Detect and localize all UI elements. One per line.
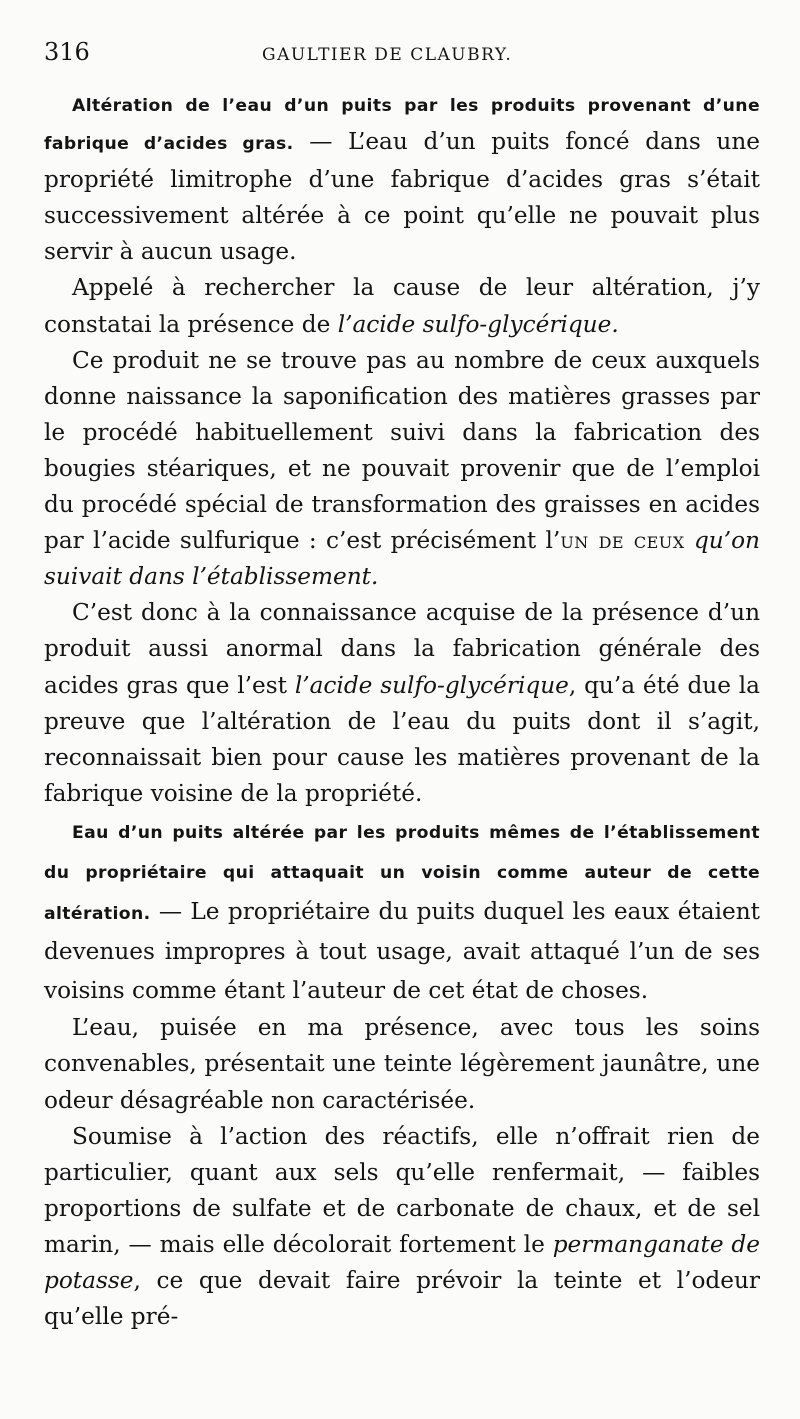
italic-term: permanganate de potasse — [44, 1230, 760, 1295]
space-text — [685, 527, 694, 554]
italic-term: qu’on suivait dans l’établissement. — [44, 527, 760, 591]
paragraph-text: , qu’a été due la preuve que l’altération de l’eau du puits dont il s’agit, reconnaissait bien pour cause les matières provenant de la fabrique voisine de la propriété. — [44, 671, 760, 807]
paragraph — [44, 1010, 760, 1118]
paragraph-text: — Le propriétaire du puits duquel les eaux étaient devenues impropres à tout usage, avait attaqué l’un de ses voisins comme étant l’auteur de cet état de choses. — [44, 897, 760, 1004]
italic-term: l’acide sulfo-glycérique — [294, 671, 569, 699]
section-paragraph-well-owner — [44, 812, 760, 1011]
paragraph — [44, 595, 760, 812]
paragraph-text: , ce que devait faire prévoir la teinte et l’odeur qu’elle pré- — [44, 1267, 760, 1331]
paragraph-text: C’est donc à la connaissance acquise de la présence d’un produit aussi anormal dans la fabrication générale des acides gras que l’est — [44, 599, 760, 699]
paragraph-text: Ce produit ne se trouve pas au nombre de ceux auxquels donne naissance la saponification des matières grasses par le procédé habituellement suivi dans la fabrication des bougies stéariques, et ne pouvait provenir que de l’emploi du procédé spécial de transformation des graisses en acides par l’acide sulfurique : c’est précisément l’ — [44, 346, 760, 555]
section-paragraph-acid-factory — [44, 86, 760, 270]
page-number: 316 — [44, 38, 90, 66]
running-title: GAULTIER DE CLAUBRY. — [262, 45, 513, 65]
paragraph — [44, 343, 760, 596]
paragraph — [44, 1119, 760, 1336]
running-header — [44, 38, 760, 86]
italic-term: l’acide sulfo-glycérique. — [337, 310, 619, 338]
small-caps-text: un de ceux — [560, 527, 685, 555]
paragraph-text: — L’eau d’un puits foncé dans une propriété limitrophe d’une fabrique d’acides gras s’était successivement altérée à ce point qu’elle ne pouvait plus servir à aucun usage. — [44, 128, 760, 266]
section-title: Altération de l’eau d’un puits par les produits provenant d’une fabrique d’acides gras. — [44, 96, 760, 155]
section-title: Eau d’un puits altérée par les produits mêmes de l’établissement du propriétaire qui attaquait un voisin comme auteur de cette altération. — [44, 822, 760, 924]
paragraph — [44, 270, 760, 342]
paragraph-text: Appelé à rechercher la cause de leur altération, j’y constatai la présence de — [44, 274, 760, 338]
paragraph-text: Soumise à l’action des réactifs, elle n’offrait rien de particulier, quant aux sels qu’elle renfermait, — faibles proportions de sulfate et de carbonate de chaux, et de sel marin, — mais elle décolorait fortement le — [44, 1122, 760, 1258]
paragraph-text: L’eau, puisée en ma présence, avec tous les soins convenables, présentait une teinte légèrement jaunâtre, une odeur désagréable non caractérisée. — [44, 1014, 760, 1114]
